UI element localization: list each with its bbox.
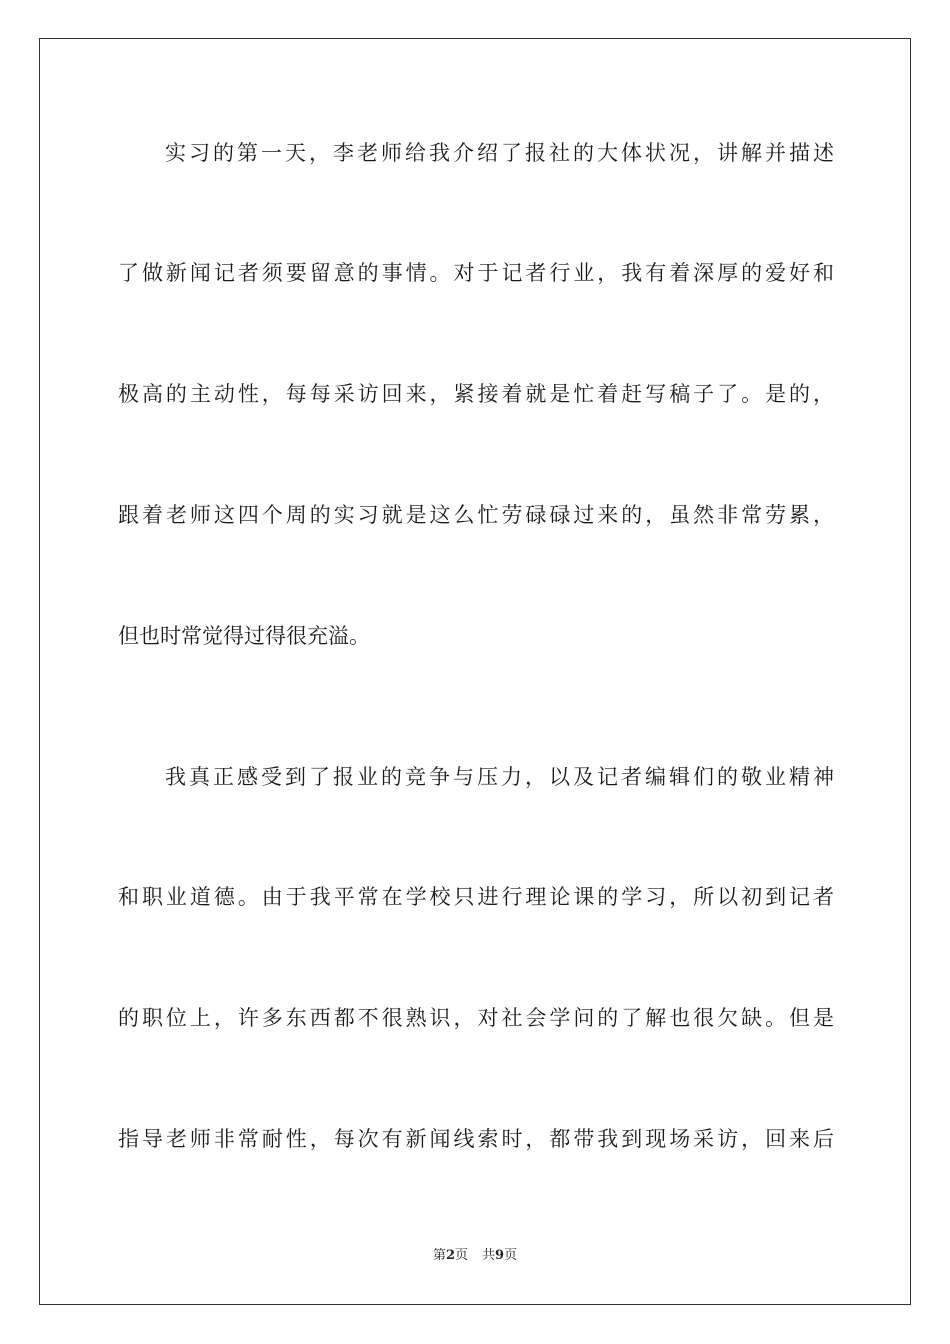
paragraph-2-line-1: 我真正感受到了报业的竞争与压力，以及记者编辑们的敬业精神 xyxy=(165,765,834,789)
paragraph-1-line-3: 极高的主动性，每每采访回来，紧接着就是忙着赶写稿子了。是的， xyxy=(118,382,834,406)
paragraph-1-line-2: 了做新闻记者须要留意的事情。对于记者行业，我有着深厚的爱好和 xyxy=(118,261,834,285)
paragraph-1-line-1: 实习的第一天，李老师给我介绍了报社的大体状况，讲解并描述 xyxy=(165,141,834,165)
paragraph-2-line-3: 的职位上，许多东西都不很熟识，对社会学问的了解也很欠缺。但是 xyxy=(118,1006,834,1030)
paragraph-2-line-4: 指导老师非常耐性，每次有新闻线索时，都带我到现场采访，回来后 xyxy=(118,1127,834,1151)
paragraph-2-line-2: 和职业道德。由于我平常在学校只进行理论课的学习，所以初到记者 xyxy=(118,885,834,909)
paragraph-1-line-5: 但也时常觉得过得很充溢。 xyxy=(118,624,370,648)
paragraph-1-line-4: 跟着老师这四个周的实习就是这么忙劳碌碌过来的，虽然非常劳累， xyxy=(118,503,834,527)
page-number: 第2页 xyxy=(432,1248,468,1263)
page-footer xyxy=(0,1247,950,1265)
page-frame xyxy=(39,38,911,1305)
page-total: 共9页 xyxy=(482,1248,518,1263)
